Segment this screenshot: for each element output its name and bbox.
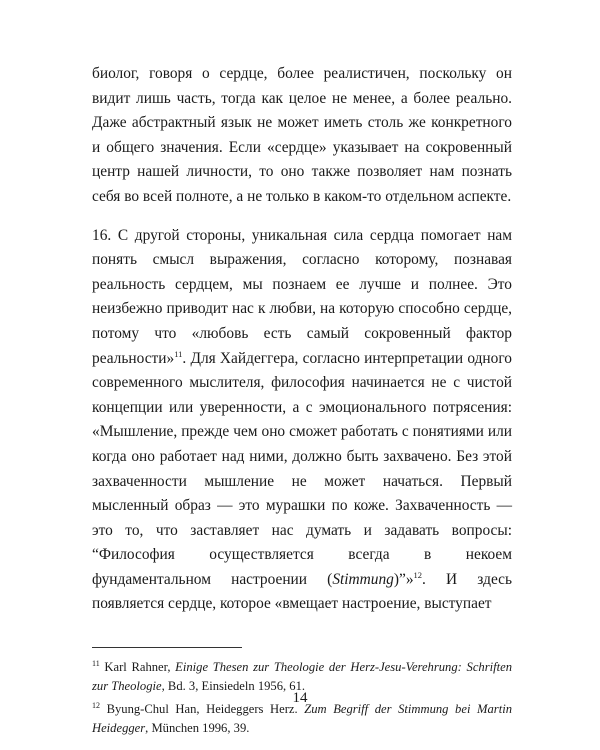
page-body — [92, 62, 512, 738]
footnote-reference: 11 — [174, 348, 183, 359]
text-run: )”» — [393, 570, 414, 588]
text-run: , Bd. 3, Einsiedeln 1956, 61. — [161, 679, 306, 694]
text-run: , München 1996, 39. — [145, 721, 250, 736]
text-run: . И здесь появляется сердце, которое «вмещает настроение, выступает — [92, 570, 513, 613]
footnote-number: 11 — [92, 658, 100, 668]
text-run: Byung-Chul Han, Heideggers Herz. — [100, 702, 305, 717]
italic-text: Einige Thesen zur Theologie der Herz-Jesu-Verehrung: Schriften zur Theologie — [92, 660, 512, 694]
text-run: . Для Хайдеггера, согласно интерпретации одного современного мыслителя, философия начинается не с чистой концепции или уверенности, а с эмоционального потрясения: «Мышление, прежде чем оно сможет работать с понятиями или когда оно работает над ними, должно быть захвачено. Без этой захваченности мышление не может начаться. Первый мысленный образ — это мурашки по коже. Захваченность — это то, что заставляет нас думать и задавать вопросы: “Философия осуществляется всегда в некоем фундаментальном настроении ( — [92, 349, 512, 588]
text-run: 16. С другой стороны, уникальная сила сердца помогает нам понять смысл выражения, согласно которому, познавая реальность сердцем, мы познаем ее лучше и полнее. Это неизбежно приводит нас к любви, на которую способно сердце, потому что «любовь есть самый сокровенный фактор реальности» — [92, 226, 512, 367]
body-paragraph — [92, 62, 512, 210]
text-run: биолог, говоря о сердце, более реалистичен, поскольку он видит лишь часть, тогда как целое не менее, а более реально. Даже абстрактный язык не может иметь столь же конкретного и общего значения. Если «сердце» указывает на сокровенный центр нашей личности, то оно также позволяет нам познать себя во всей полноте, а не только в каком-то отдельном аспекте. — [92, 65, 512, 205]
footnote-reference: 12 — [413, 569, 423, 580]
main-text — [92, 62, 512, 617]
footnote-separator — [92, 647, 242, 648]
italic-text: Zum Begriff der Stimmung bei Martin Heidegger — [92, 702, 512, 736]
footnote-number: 12 — [92, 700, 100, 710]
page-number: 14 — [292, 690, 308, 706]
text-run: Karl Rahner, — [99, 660, 176, 675]
body-paragraph — [92, 224, 512, 618]
italic-text: Stimmung — [332, 570, 394, 588]
